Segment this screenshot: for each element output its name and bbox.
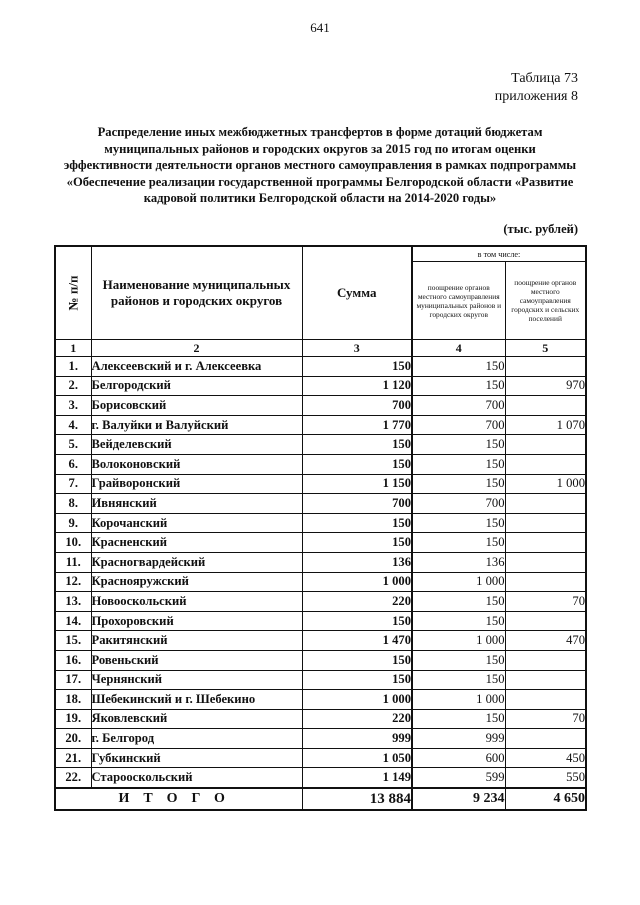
row-district-name: Шебекинский и г. Шебекино	[91, 690, 302, 710]
row-number: 6.	[55, 454, 91, 474]
table-ref-line2: приложения 8	[494, 89, 578, 104]
colnum-5: 5	[505, 340, 586, 357]
table-row	[55, 415, 586, 435]
table-row	[55, 709, 586, 729]
table-row	[55, 729, 586, 749]
header-sum: Сумма	[302, 246, 412, 340]
row-number: 9.	[55, 513, 91, 533]
row-col4: 1 000	[412, 572, 505, 592]
row-col5	[505, 611, 586, 631]
row-sum: 220	[302, 709, 412, 729]
row-sum: 1 000	[302, 572, 412, 592]
row-col4: 600	[412, 748, 505, 768]
row-number: 11.	[55, 552, 91, 572]
row-col4: 150	[412, 650, 505, 670]
row-number: 13.	[55, 592, 91, 612]
row-col5: 970	[505, 376, 586, 396]
row-district-name: Ровеньский	[91, 650, 302, 670]
table-row	[55, 376, 586, 396]
row-sum: 1 000	[302, 690, 412, 710]
row-col4: 136	[412, 552, 505, 572]
row-district-name: Корочанский	[91, 513, 302, 533]
header-col4: поощрение органов местного самоуправления муниципальных районов и городских округов	[412, 262, 505, 340]
row-number: 4.	[55, 415, 91, 435]
row-district-name: г. Белгород	[91, 729, 302, 749]
row-col4: 150	[412, 533, 505, 553]
transfers-table	[54, 245, 587, 811]
row-col4: 150	[412, 592, 505, 612]
row-col5	[505, 729, 586, 749]
row-sum: 700	[302, 396, 412, 416]
header-col5: поощрение органов местного самоуправления городских и сельских поселений	[505, 262, 586, 340]
row-col5	[505, 533, 586, 553]
row-number: 8.	[55, 494, 91, 514]
row-district-name: Прохоровский	[91, 611, 302, 631]
colnum-2: 2	[91, 340, 302, 357]
row-col5: 1 000	[505, 474, 586, 494]
row-col4: 150	[412, 611, 505, 631]
table-row	[55, 494, 586, 514]
row-col5	[505, 670, 586, 690]
row-sum: 150	[302, 650, 412, 670]
row-col4: 150	[412, 454, 505, 474]
table-row	[55, 690, 586, 710]
row-sum: 150	[302, 670, 412, 690]
row-number: 10.	[55, 533, 91, 553]
row-number: 17.	[55, 670, 91, 690]
row-col5: 470	[505, 631, 586, 651]
row-number: 20.	[55, 729, 91, 749]
row-number: 7.	[55, 474, 91, 494]
colnum-3: 3	[302, 340, 412, 357]
row-col4: 999	[412, 729, 505, 749]
row-district-name: Губкинский	[91, 748, 302, 768]
row-number: 16.	[55, 650, 91, 670]
row-col5	[505, 396, 586, 416]
row-col4: 599	[412, 768, 505, 788]
row-col5	[505, 435, 586, 455]
row-col5: 70	[505, 592, 586, 612]
row-sum: 150	[302, 533, 412, 553]
total-row	[55, 788, 586, 810]
row-sum: 1 120	[302, 376, 412, 396]
row-sum: 1 470	[302, 631, 412, 651]
row-sum: 150	[302, 454, 412, 474]
row-district-name: Ивнянский	[91, 494, 302, 514]
row-number: 19.	[55, 709, 91, 729]
row-district-name: Старооскольский	[91, 768, 302, 788]
table-row	[55, 650, 586, 670]
row-number: 15.	[55, 631, 91, 651]
table-row	[55, 552, 586, 572]
page-number: 641	[310, 20, 330, 35]
header-number-label: № п/п	[65, 275, 81, 311]
row-col4: 700	[412, 396, 505, 416]
row-col5: 1 070	[505, 415, 586, 435]
row-number: 21.	[55, 748, 91, 768]
row-col4: 1 000	[412, 690, 505, 710]
row-district-name: Красногвардейский	[91, 552, 302, 572]
row-col5: 450	[505, 748, 586, 768]
row-district-name: Борисовский	[91, 396, 302, 416]
row-col5	[505, 357, 586, 377]
units-label: (тыс. рублей)	[503, 222, 578, 236]
table-row	[55, 572, 586, 592]
row-district-name: Волоконовский	[91, 454, 302, 474]
table-row	[55, 768, 586, 788]
document-title: Распределение иных межбюджетных трансфертов в форме дотаций бюджетам муниципальных районов и городских округов за 2015 год по итогам оценки эффективности деятельности органов местного самоуправления в рамках подпрограммы «Обеспечение реализации государственной программы Белгородской области «Развитие кадровой политики Белгородской области на 2014-2020 годы»	[63, 125, 577, 206]
row-sum: 999	[302, 729, 412, 749]
total-col5: 4 650	[505, 788, 586, 810]
row-col5: 550	[505, 768, 586, 788]
table-ref-line1: Таблица 73	[511, 71, 578, 86]
row-sum: 136	[302, 552, 412, 572]
row-col4: 1 000	[412, 631, 505, 651]
table-row	[55, 357, 586, 377]
row-district-name: Ракитянский	[91, 631, 302, 651]
row-col4: 150	[412, 670, 505, 690]
table-row	[55, 611, 586, 631]
row-number: 5.	[55, 435, 91, 455]
row-col5	[505, 454, 586, 474]
total-sum: 13 884	[302, 788, 412, 810]
row-col5	[505, 552, 586, 572]
total-label: ИТОГО	[55, 788, 302, 810]
row-sum: 220	[302, 592, 412, 612]
table-row	[55, 474, 586, 494]
row-col4: 150	[412, 376, 505, 396]
row-col5	[505, 650, 586, 670]
row-number: 2.	[55, 376, 91, 396]
row-number: 3.	[55, 396, 91, 416]
row-col5	[505, 572, 586, 592]
row-district-name: Новооскольский	[91, 592, 302, 612]
row-col4: 150	[412, 709, 505, 729]
row-number: 22.	[55, 768, 91, 788]
header-name: Наименование муниципальных районов и городских округов	[91, 246, 302, 340]
row-district-name: Алексеевский и г. Алексеевка	[91, 357, 302, 377]
table-row	[55, 748, 586, 768]
row-col4: 700	[412, 415, 505, 435]
header-number	[55, 246, 91, 340]
row-sum: 150	[302, 611, 412, 631]
row-sum: 700	[302, 494, 412, 514]
row-col5: 70	[505, 709, 586, 729]
table-row	[55, 592, 586, 612]
row-number: 14.	[55, 611, 91, 631]
row-number: 12.	[55, 572, 91, 592]
row-district-name: Белгородский	[91, 376, 302, 396]
table-body	[55, 357, 586, 789]
row-district-name: Вейделевский	[91, 435, 302, 455]
row-col4: 150	[412, 474, 505, 494]
row-sum: 1 770	[302, 415, 412, 435]
table-row	[55, 435, 586, 455]
row-number: 18.	[55, 690, 91, 710]
row-col4: 700	[412, 494, 505, 514]
row-col4: 150	[412, 357, 505, 377]
row-district-name: Яковлевский	[91, 709, 302, 729]
table-row	[55, 396, 586, 416]
row-sum: 150	[302, 513, 412, 533]
row-sum: 150	[302, 357, 412, 377]
table-row	[55, 513, 586, 533]
total-col4: 9 234	[412, 788, 505, 810]
row-district-name: г. Валуйки и Валуйский	[91, 415, 302, 435]
colnum-4: 4	[412, 340, 505, 357]
table-row	[55, 454, 586, 474]
row-col4: 150	[412, 513, 505, 533]
row-col5	[505, 513, 586, 533]
row-sum: 1 149	[302, 768, 412, 788]
row-col4: 150	[412, 435, 505, 455]
row-sum: 1 150	[302, 474, 412, 494]
colnum-1: 1	[55, 340, 91, 357]
table-row	[55, 631, 586, 651]
row-district-name: Красненский	[91, 533, 302, 553]
table-row	[55, 533, 586, 553]
table-row	[55, 670, 586, 690]
column-numbers-row	[55, 340, 586, 357]
row-col5	[505, 494, 586, 514]
row-district-name: Чернянский	[91, 670, 302, 690]
row-district-name: Краснояружский	[91, 572, 302, 592]
table-reference	[495, 70, 578, 106]
header-including: в том числе:	[412, 246, 586, 262]
row-number: 1.	[55, 357, 91, 377]
row-col5	[505, 690, 586, 710]
row-sum: 150	[302, 435, 412, 455]
row-sum: 1 050	[302, 748, 412, 768]
row-district-name: Грайворонский	[91, 474, 302, 494]
